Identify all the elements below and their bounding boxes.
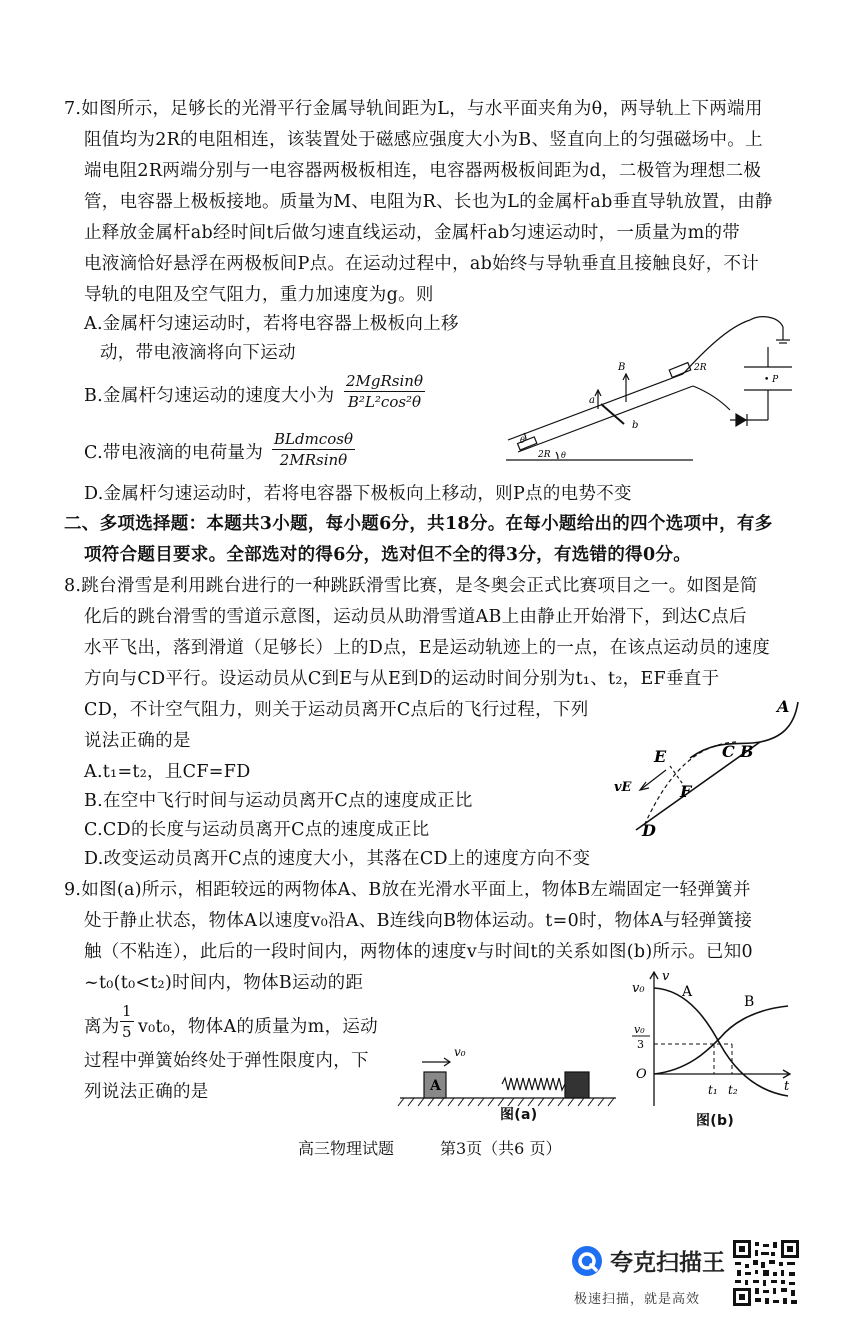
q9-line: 触（不粘连），此后的一段时间内，两物体的速度v与时间t的关系如图(b)所示。已知0 <box>84 942 753 962</box>
q9-fraction <box>120 1002 134 1041</box>
q8-line: 化后的跳台滑雪的雪道示意图，运动员从助滑雪道AB上由静止开始滑下，到达C点后 <box>84 607 747 627</box>
q9-fig-b-axis-t: t <box>784 1079 790 1094</box>
q9-line: 列说法正确的是 <box>84 1082 209 1102</box>
q7-option-c: C.带电液滴的电荷量为 <box>84 443 264 463</box>
q9-fig-b-v0: v₀ <box>632 981 645 996</box>
q8-option-a: A.t₁=t₂，且CF=FD <box>84 762 251 782</box>
q7-line: 止释放金属杆ab经时间t后做匀速直线运动，金属杆ab匀速运动时，一质量为m的带 <box>84 223 741 243</box>
q7-option-b: B.金属杆匀速运动的速度大小为 <box>84 386 335 406</box>
fraction-denominator: 5 <box>122 1023 132 1041</box>
q9-fig-a-caption: 图(a) <box>500 1107 538 1123</box>
q7-option-a-cont: 动，带电液滴将向下运动 <box>100 343 296 363</box>
q9-fig-b-t2: t₂ <box>728 1083 738 1097</box>
section-2-heading-cont: 项符合题目要求。全部选对的得6分，选对但不全的得3分，有选错的得0分。 <box>84 545 692 565</box>
q9-line: 9.如图(a)所示，相距较远的两物体A、B放在光滑水平面上，物体B左端固定一轻弹簧并 <box>64 880 751 900</box>
section-2-heading: 二、多项选择题：本题共3小题，每小题6分，共18分。在每小题给出的四个选项中，有多 <box>64 514 773 534</box>
q9-line: 过程中弹簧始终处于弹性限度内，下 <box>84 1051 369 1071</box>
q7-fig-label-2R-bottom: 2R <box>538 450 551 460</box>
q7-option-c-fraction <box>272 430 355 469</box>
q8-line: 方向与CD平行。设运动员从C到E与从E到D的运动时间分别为t₁、t₂，EF垂直于 <box>84 669 720 689</box>
q9-figure-a <box>398 1040 623 1110</box>
q7-line: 端电阻2R两端分别与一电容器两极板相连，电容器两极板间距为d，二极管为理想二极 <box>84 161 762 181</box>
q8-option-b: B.在空中飞行时间与运动员离开C点的速度成正比 <box>84 791 473 811</box>
q7-option-d: D.金属杆匀速运动时，若将电容器下极板向上移动，则P点的电势不变 <box>84 484 632 504</box>
q7-line: 电液滴恰好悬浮在两极板间P点。在运动过程中，ab始终与导轨垂直且接触良好，不计 <box>84 254 760 274</box>
q7-option-a: A.金属杆匀速运动时，若将电容器上极板向上移 <box>84 314 459 334</box>
q8-ski-jump-figure <box>610 698 810 838</box>
q7-fig-label-theta: θ <box>520 436 525 445</box>
q7-option-b-fraction <box>344 372 425 411</box>
q9-line-5-prefix: 离为 <box>84 1017 120 1037</box>
q8-fig-label-F: F <box>680 782 692 801</box>
q8-line: CD，不计空气阻力，则关于运动员离开C点后的飞行过程，下列 <box>84 700 589 720</box>
q9-fig-b-caption: 图(b) <box>696 1113 735 1129</box>
q9-line: ~t₀(t₀<t₂)时间内，物体B运动的距 <box>84 973 364 993</box>
q7-fig-label-b: b <box>632 420 639 431</box>
q8-fig-label-E: E <box>654 747 667 766</box>
q9-fig-b-v0-third-num: v₀ <box>634 1023 645 1036</box>
q8-option-d: D.改变运动员离开C点的速度大小，其落在CD上的速度方向不变 <box>84 849 591 869</box>
q7-line: 导轨的电阻及空气阻力，重力加速度为g。则 <box>84 285 434 305</box>
q8-line: 8.跳台滑雪是利用跳台进行的一种跳跃滑雪比赛，是冬奥会正式比赛项目之一。如图是简 <box>64 576 758 596</box>
q8-option-c: C.CD的长度与运动员离开C点的速度成正比 <box>84 820 430 840</box>
q8-fig-label-B: B <box>740 742 754 761</box>
fraction-numerator: 2MgRsinθ <box>346 372 423 390</box>
q8-fig-label-vE: vE <box>614 780 632 795</box>
q9-fig-b-axis-v: v <box>662 969 670 984</box>
q9-figure-b <box>630 966 800 1116</box>
q7-fig-label-B: B <box>618 362 626 373</box>
q8-line: 水平飞出，落到滑道（足够长）上的D点，E是运动轨迹上的一点，在该点运动员的速度 <box>84 638 771 658</box>
q7-line: 7.如图所示，足够长的光滑平行金属导轨间距为L，与水平面夹角为θ，两导轨上下两端用 <box>64 99 763 119</box>
q8-fig-label-C: C <box>722 742 735 761</box>
q8-fig-label-A: A <box>777 697 790 716</box>
q9-fig-b-v0-third-den: 3 <box>637 1038 644 1051</box>
q8-fig-label-D: D <box>642 821 656 840</box>
q9-line: 处于静止状态，物体A以速度v₀沿A、B连线向B物体运动。t=0时，物体A与轻弹簧接 <box>84 911 753 931</box>
fraction-numerator: 1 <box>122 1002 132 1020</box>
q7-rail-circuit-figure <box>498 312 779 462</box>
q9-fig-b-curve-A: A <box>682 984 693 1000</box>
scanner-slogan: 极速扫描，就是高效 <box>574 1292 701 1307</box>
q9-fig-b-t1: t₁ <box>708 1083 718 1097</box>
q7-fig-label-a: a <box>589 395 595 406</box>
q9-fig-a-v0: v₀ <box>454 1045 466 1059</box>
q7-fig-label-theta: θ <box>561 451 566 460</box>
footer-page-number: 第3页（共6 页） <box>440 1139 562 1158</box>
q9-fig-a-block-A: A <box>430 1078 441 1094</box>
qr-code-icon <box>733 1240 799 1306</box>
q9-line-5-suffix: v₀t₀，物体A的质量为m，运动 <box>138 1017 378 1037</box>
footer-subject: 高三物理试题 <box>298 1139 395 1158</box>
scanner-brand-name: 夸克扫描王 <box>610 1250 725 1276</box>
q7-fig-label-2R-top: 2R <box>694 363 707 373</box>
q7-line: 阻值均为2R的电阻相连，该装置处于磁感应强度大小为B、竖直向上的匀强磁场中。上 <box>84 130 763 150</box>
scanner-logo-icon <box>570 1244 604 1278</box>
q9-fig-b-origin: O <box>636 1067 647 1082</box>
fraction-numerator: BLdmcosθ <box>274 430 353 448</box>
q8-line: 说法正确的是 <box>84 731 191 751</box>
fraction-denominator: 2MRsinθ <box>279 451 348 469</box>
q7-line: 管，电容器上极板接地。质量为M、电阻为R、长也为L的金属杆ab垂直导轨放置，由静 <box>84 192 773 212</box>
q9-fig-b-curve-B: B <box>744 994 755 1010</box>
fraction-denominator: B²L²cos²θ <box>347 393 422 411</box>
q7-fig-label-P: • P <box>764 375 779 385</box>
